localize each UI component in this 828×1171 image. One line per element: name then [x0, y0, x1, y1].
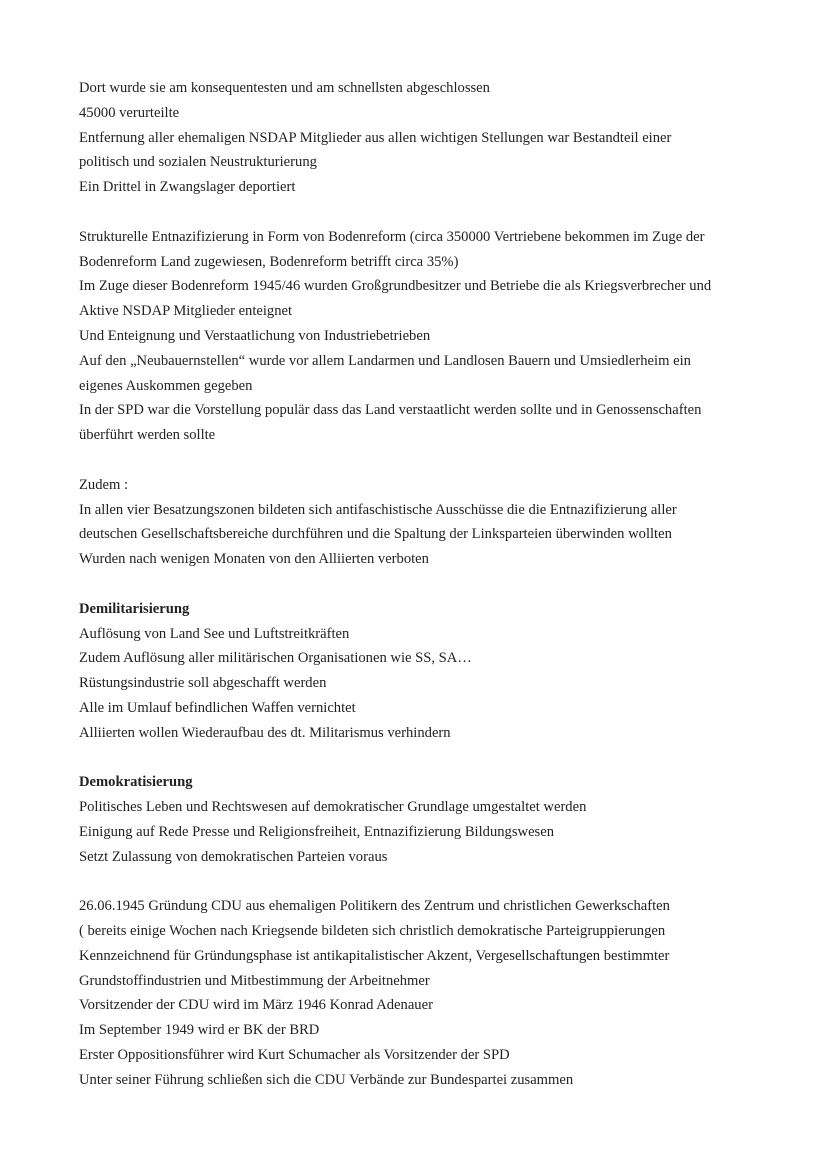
text-line: überführt werden sollte: [79, 427, 216, 444]
text-line: Ein Drittel in Zwangslager deportiert: [79, 179, 296, 196]
text-line: Rüstungsindustrie soll abgeschafft werden: [79, 675, 327, 692]
text-line: Alliierten wollen Wiederaufbau des dt. Militarismus verhindern: [79, 724, 451, 741]
text-line: Entfernung aller ehemaligen NSDAP Mitglieder aus allen wichtigen Stellungen war Bestandteil einer: [79, 129, 672, 146]
text-line: Dort wurde sie am konsequentesten und am schnellsten abgeschlossen: [79, 80, 490, 96]
document-page: [79, 76, 769, 1093]
paragraph-gap: [79, 448, 769, 473]
text-line: ( bereits einige Wochen nach Kriegsende bildeten sich christlich demokratische Parteigruppierungen: [79, 923, 666, 940]
text-line: Grundstoffindustrien und Mitbestimmung der Arbeitnehmer: [79, 972, 430, 989]
text-line: Vorsitzender der CDU wird im März 1946 Konrad Adenauer: [79, 997, 433, 1014]
text-line: Im September 1949 wird er BK der BRD: [79, 1022, 320, 1039]
paragraph-gap: [79, 870, 769, 895]
paragraph-gap: [79, 746, 769, 771]
section-heading: Demilitarisierung: [79, 600, 190, 617]
text-line: Alle im Umlauf befindlichen Waffen vernichtet: [79, 699, 356, 716]
text-line: Politisches Leben und Rechtswesen auf demokratischer Grundlage umgestaltet werden: [79, 799, 587, 816]
text-line: Strukturelle Entnazifizierung in Form von Bodenreform (circa 350000 Vertriebene bekommen im Zuge der: [79, 228, 705, 245]
text-line: In allen vier Besatzungszonen bildeten sich antifaschistische Ausschüsse die die Entnazifizierung aller: [79, 501, 677, 518]
paragraph-gap: [79, 200, 769, 225]
section-demokratisierung: [79, 770, 769, 869]
paragraph-block: [79, 76, 769, 200]
text-line: Zudem :: [79, 476, 129, 493]
text-line: Auflösung von Land See und Luftstreitkräften: [79, 625, 350, 642]
text-line: Bodenreform Land zugewiesen, Bodenreform betrifft circa 35%): [79, 253, 459, 270]
paragraph-block: [79, 473, 769, 572]
paragraph-block: [79, 894, 769, 1092]
paragraph-block: [79, 225, 769, 448]
text-line: In der SPD war die Vorstellung populär dass das Land verstaatlicht werden sollte und in Genossenschaften: [79, 402, 702, 419]
section-demilitarisierung: [79, 597, 769, 746]
text-line: 26.06.1945 Gründung CDU aus ehemaligen Politikern des Zentrum und christlichen Gewerkschaften: [79, 898, 670, 915]
text-line: Und Enteignung und Verstaatlichung von Industriebetrieben: [79, 327, 431, 344]
text-line: Einigung auf Rede Presse und Religionsfreiheit, Entnazifizierung Bildungswesen: [79, 823, 555, 840]
text-line: Zudem Auflösung aller militärischen Organisationen wie SS, SA…: [79, 650, 472, 667]
text-line: politisch und sozialen Neustrukturierung: [79, 154, 317, 171]
paragraph-gap: [79, 572, 769, 597]
text-line: Unter seiner Führung schließen sich die CDU Verbände zur Bundespartei zusammen: [79, 1071, 574, 1088]
text-line: Kennzeichnend für Gründungsphase ist antikapitalistischer Akzent, Vergesellschaftungen bestimmter: [79, 947, 670, 964]
text-line: 45000 verurteilte: [79, 104, 180, 121]
section-heading: Demokratisierung: [79, 774, 193, 791]
text-line: Wurden nach wenigen Monaten von den Alliierten verboten: [79, 551, 429, 568]
text-line: Auf den „Neubauernstellen“ wurde vor allem Landarmen und Landlosen Bauern und Umsiedlerheim ein: [79, 352, 691, 369]
text-line: eigenes Auskommen gegeben: [79, 377, 253, 394]
text-line: Erster Oppositionsführer wird Kurt Schumacher als Vorsitzender der SPD: [79, 1047, 510, 1064]
text-line: Im Zuge dieser Bodenreform 1945/46 wurden Großgrundbesitzer und Betriebe die als Kriegsverbrecher und: [79, 278, 712, 295]
text-line: deutschen Gesellschaftsbereiche durchführen und die Spaltung der Linksparteien überwinden wollten: [79, 526, 672, 543]
text-line: Aktive NSDAP Mitglieder enteignet: [79, 303, 293, 320]
text-line: Setzt Zulassung von demokratischen Parteien voraus: [79, 848, 388, 865]
